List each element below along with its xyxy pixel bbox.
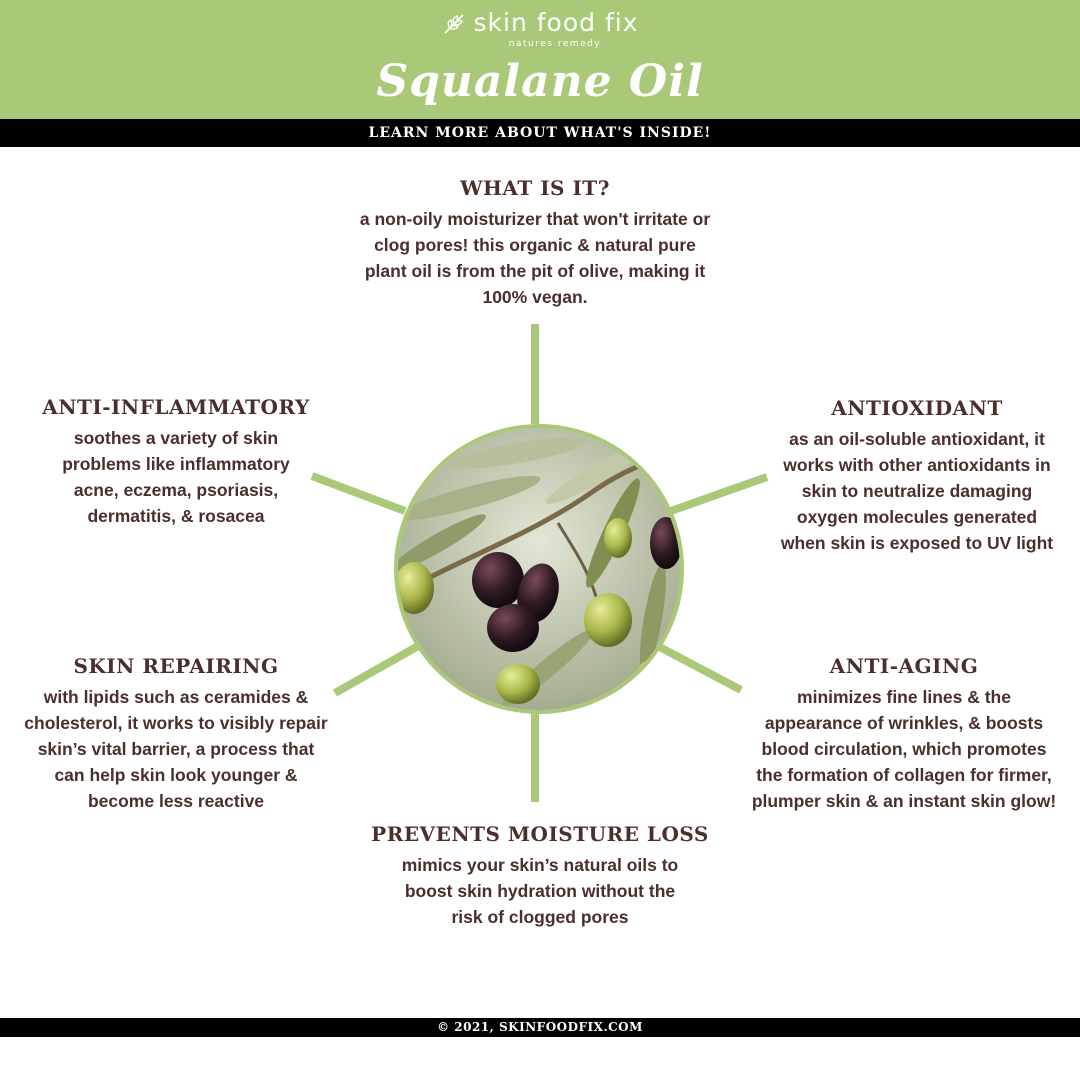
learn-more-banner: LEARN MORE ABOUT WHAT'S INSIDE!: [0, 119, 1080, 147]
spoke-upper-right: [668, 477, 767, 512]
antioxidant-section: [756, 396, 1078, 556]
olive-illustration: [398, 428, 680, 710]
skin-repairing-section: [6, 654, 346, 814]
what-is-it-heading: WHAT IS IT?: [460, 176, 610, 200]
anti-inflammatory-heading: ANTI-INFLAMMATORY: [42, 395, 310, 419]
spoke-lower-left: [335, 645, 420, 693]
moisture-loss-heading: PREVENTS MOISTURE LOSS: [371, 822, 709, 846]
anti-aging-text: minimizes fine lines & the appearance of wrinkles, & boosts blood circulation, which promotes the formation of collagen for firmer, plumper skin & an instant skin glow!: [751, 687, 1057, 811]
brand-tagline: natures remedy: [508, 38, 602, 49]
spoke-upper-left: [312, 476, 405, 511]
copyright-footer: © 2021, SKINFOODFIX.COM: [0, 1018, 1080, 1037]
anti-aging-section: [734, 654, 1074, 814]
moisture-loss-text: mimics your skin’s natural oils to boost skin hydration without the risk of clogged pores: [401, 855, 679, 927]
antioxidant-heading: ANTIOXIDANT: [831, 396, 1003, 420]
anti-aging-heading: ANTI-AGING: [829, 654, 979, 678]
what-is-it-text: a non-oily moisturizer that won't irritate or clog pores! this organic & natural pure plant oil is from the pit of olive, making it 100% vegan.: [359, 209, 711, 307]
skin-repairing-text: with lipids such as ceramides & cholesterol, it works to visibly repair skin’s vital barrier, a process that can help skin look younger & become less reactive: [24, 687, 328, 811]
antioxidant-text: as an oil-soluble antioxidant, it works with other antioxidants in skin to neutralize damaging oxygen molecules generated when skin is exposed to UV light: [780, 429, 1054, 553]
moisture-loss-section: [350, 822, 730, 930]
spoke-lower-right: [652, 643, 741, 690]
anti-inflammatory-section: [30, 395, 322, 529]
brand-name: skin food fix: [473, 8, 639, 37]
page-title: Squalane Oil: [376, 56, 704, 107]
skin-repairing-heading: SKIN REPAIRING: [73, 654, 279, 678]
what-is-it-section: [320, 176, 750, 310]
olive-branch-photo: [394, 424, 684, 714]
anti-inflammatory-text: soothes a variety of skin problems like inflammatory acne, eczema, psoriasis, dermatitis, & rosacea: [62, 428, 290, 526]
